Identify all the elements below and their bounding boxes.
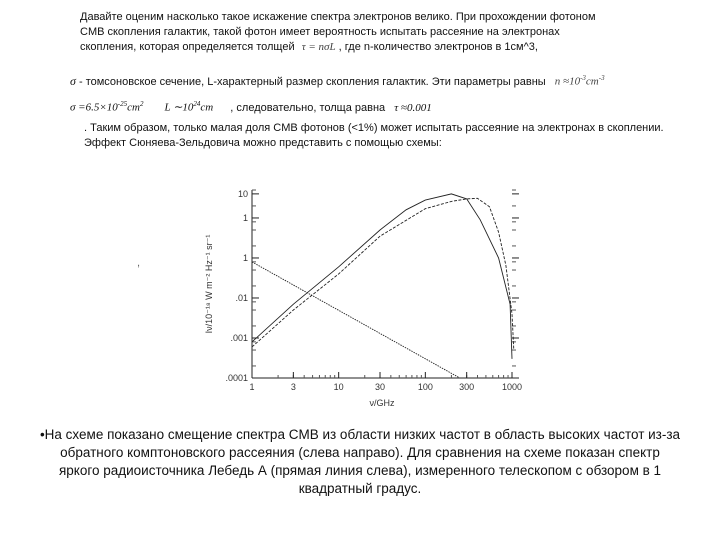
bottom-paragraph bbox=[20, 426, 700, 498]
x-tick-label: 3 bbox=[290, 382, 296, 392]
x-tick-label: 300 bbox=[459, 382, 475, 392]
y-tick-label: 1 bbox=[242, 252, 248, 263]
L-value: L $\sim 10^{24}cm$ bbox=[164, 100, 214, 114]
bottom-text-2: обратного комптоновского рассеяния (слева направо). Для сравнения на схеме показан спектр bbox=[60, 445, 660, 460]
y-tick-label: .001 bbox=[230, 332, 248, 343]
therefore-text: , следовательно, толща равна bbox=[230, 101, 386, 114]
y-tick-label: 1 bbox=[242, 212, 248, 223]
conclusion-line-1: . Таким образом, только малая доля CMB фотонов (<1%) может испытать рассеяние на электронах в скоплении. bbox=[84, 122, 664, 134]
y-tick-label: .0001 bbox=[225, 373, 248, 383]
bottom-text-4: квадратный градус. bbox=[298, 481, 422, 496]
tau-formula: τ = nσL bbox=[301, 41, 336, 53]
x-tick-label: 30 bbox=[375, 382, 386, 392]
series-line-shifted-spectrum-sz-effect- bbox=[252, 198, 514, 350]
conclusion-line-2: Эффект Сюняева-Зельдовича можно представить с помощью схемы: bbox=[84, 137, 442, 149]
x-tick-label: 1 bbox=[249, 382, 255, 392]
bullet: • bbox=[39, 427, 45, 442]
sigma-description: - томсоновское сечение, L-характерный размер скопления галактик. Эти параметры равны bbox=[78, 75, 546, 88]
stray-mark: , bbox=[137, 257, 141, 269]
bottom-text-3: яркого радиоисточника Лебедь А (прямая линия слева), измеренного телескопом с обзором в 1 bbox=[58, 463, 662, 478]
sigma-symbol: σ bbox=[70, 73, 76, 88]
bottom-text-1: На схеме показано смещение спектра CMB из области низких частот в область высоких частот из-за bbox=[44, 427, 681, 442]
y-tick-label: .01 bbox=[235, 292, 248, 303]
x-tick-label: 1000 bbox=[501, 382, 523, 392]
n-value: $n \approx 10^{-3}cm^{-3}$ bbox=[554, 74, 605, 88]
x-tick-label: 10 bbox=[333, 382, 344, 392]
intro-line-1: Давайте оценим насколько такое искажение спектра электронов велико. При прохождении фотоном bbox=[80, 11, 596, 23]
x-axis-label: ν/GHz bbox=[369, 398, 395, 408]
sigma-value: $\sigma =6.5\times 10^{-25}cm^2$ bbox=[70, 100, 144, 114]
y-tick-label: 10 bbox=[237, 188, 248, 199]
intro-line-3-tail: , где n-количество электронов в 1см^3, bbox=[338, 41, 538, 53]
intro-line-2: CMB скопления галактик, такой фотон имеет вероятность испытать рассеяние на электронах bbox=[80, 26, 560, 38]
intro-line-3: скопления, которая определяется толщей bbox=[80, 41, 295, 53]
tau-value: τ ≈0.001 bbox=[394, 101, 432, 114]
x-tick-label: 100 bbox=[417, 382, 433, 392]
series-line-cygnus-a bbox=[252, 262, 460, 378]
y-axis-label: Iν/10⁻¹⁸ W m⁻² Hz⁻¹ sr⁻¹ bbox=[204, 234, 214, 334]
